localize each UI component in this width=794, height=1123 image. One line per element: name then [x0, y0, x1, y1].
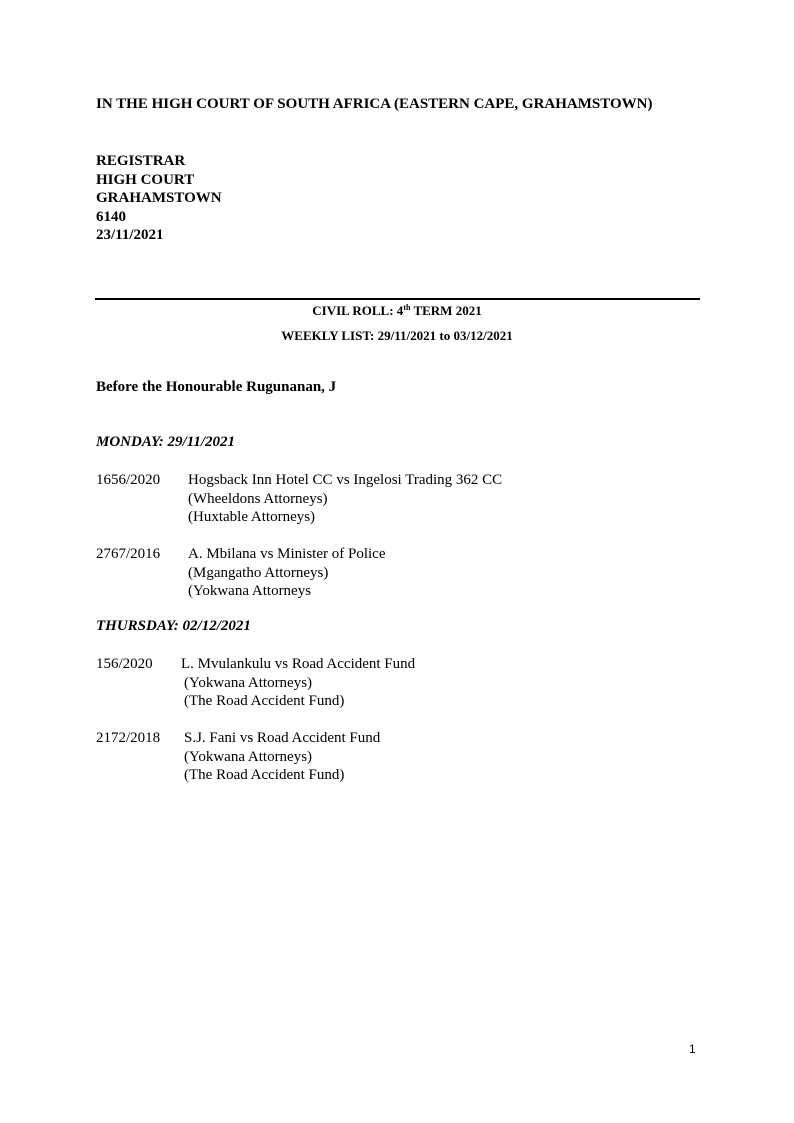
registrar-line: HIGH COURT: [96, 171, 195, 188]
registrar-date: 23/11/2021: [96, 227, 164, 243]
case-attorney: (Yokwana Attorneys): [184, 674, 313, 691]
case-number: 2172/2018: [96, 730, 161, 746]
registrar-line: 6140: [96, 208, 126, 225]
case-parties: A. Mbilana vs Minister of Police: [188, 546, 386, 562]
case-attorney: (Mgangatho Attorneys): [188, 564, 329, 581]
case-attorney: (Huxtable Attorneys): [188, 509, 316, 525]
case-number: 2767/2016: [96, 546, 161, 562]
weekly-list-heading: WEEKLY LIST: 29/11/2021 to 03/12/2021: [281, 328, 513, 343]
civil-roll-suffix: TERM 2021: [410, 303, 482, 318]
civil-roll-superscript: th: [403, 303, 411, 312]
case-attorney: (The Road Accident Fund): [184, 693, 345, 709]
page-number: 1: [689, 1042, 696, 1056]
registrar-line: GRAHAMSTOWN: [96, 190, 222, 206]
case-attorney: (Yokwana Attorneys: [188, 583, 312, 599]
case-parties: Hogsback Inn Hotel CC vs Ingelosi Trading 362 CC: [188, 472, 503, 488]
civil-roll-heading: [0, 303, 794, 319]
case-parties: S.J. Fani vs Road Accident Fund: [184, 730, 381, 746]
registrar-address: [96, 152, 222, 245]
case-number: 1656/2020: [96, 472, 161, 488]
judge-line: Before the Honourable Rugunanan, J: [96, 379, 337, 395]
day-heading-monday: MONDAY: 29/11/2021: [96, 434, 236, 450]
case-attorney: (Yokwana Attorneys): [184, 748, 313, 765]
horizontal-rule: [95, 298, 700, 300]
case-attorney: (Wheeldons Attorneys): [188, 490, 328, 507]
court-title: IN THE HIGH COURT OF SOUTH AFRICA (EASTERN CAPE, GRAHAMSTOWN): [96, 96, 653, 112]
registrar-line: REGISTRAR: [96, 153, 186, 169]
case-number: 156/2020: [96, 656, 153, 672]
day-heading-thursday: THURSDAY: 02/12/2021: [96, 618, 251, 634]
civil-roll-prefix: CIVIL ROLL: 4: [312, 303, 404, 318]
case-parties: L. Mvulankulu vs Road Accident Fund: [181, 656, 416, 672]
case-attorney: (The Road Accident Fund): [184, 767, 345, 783]
